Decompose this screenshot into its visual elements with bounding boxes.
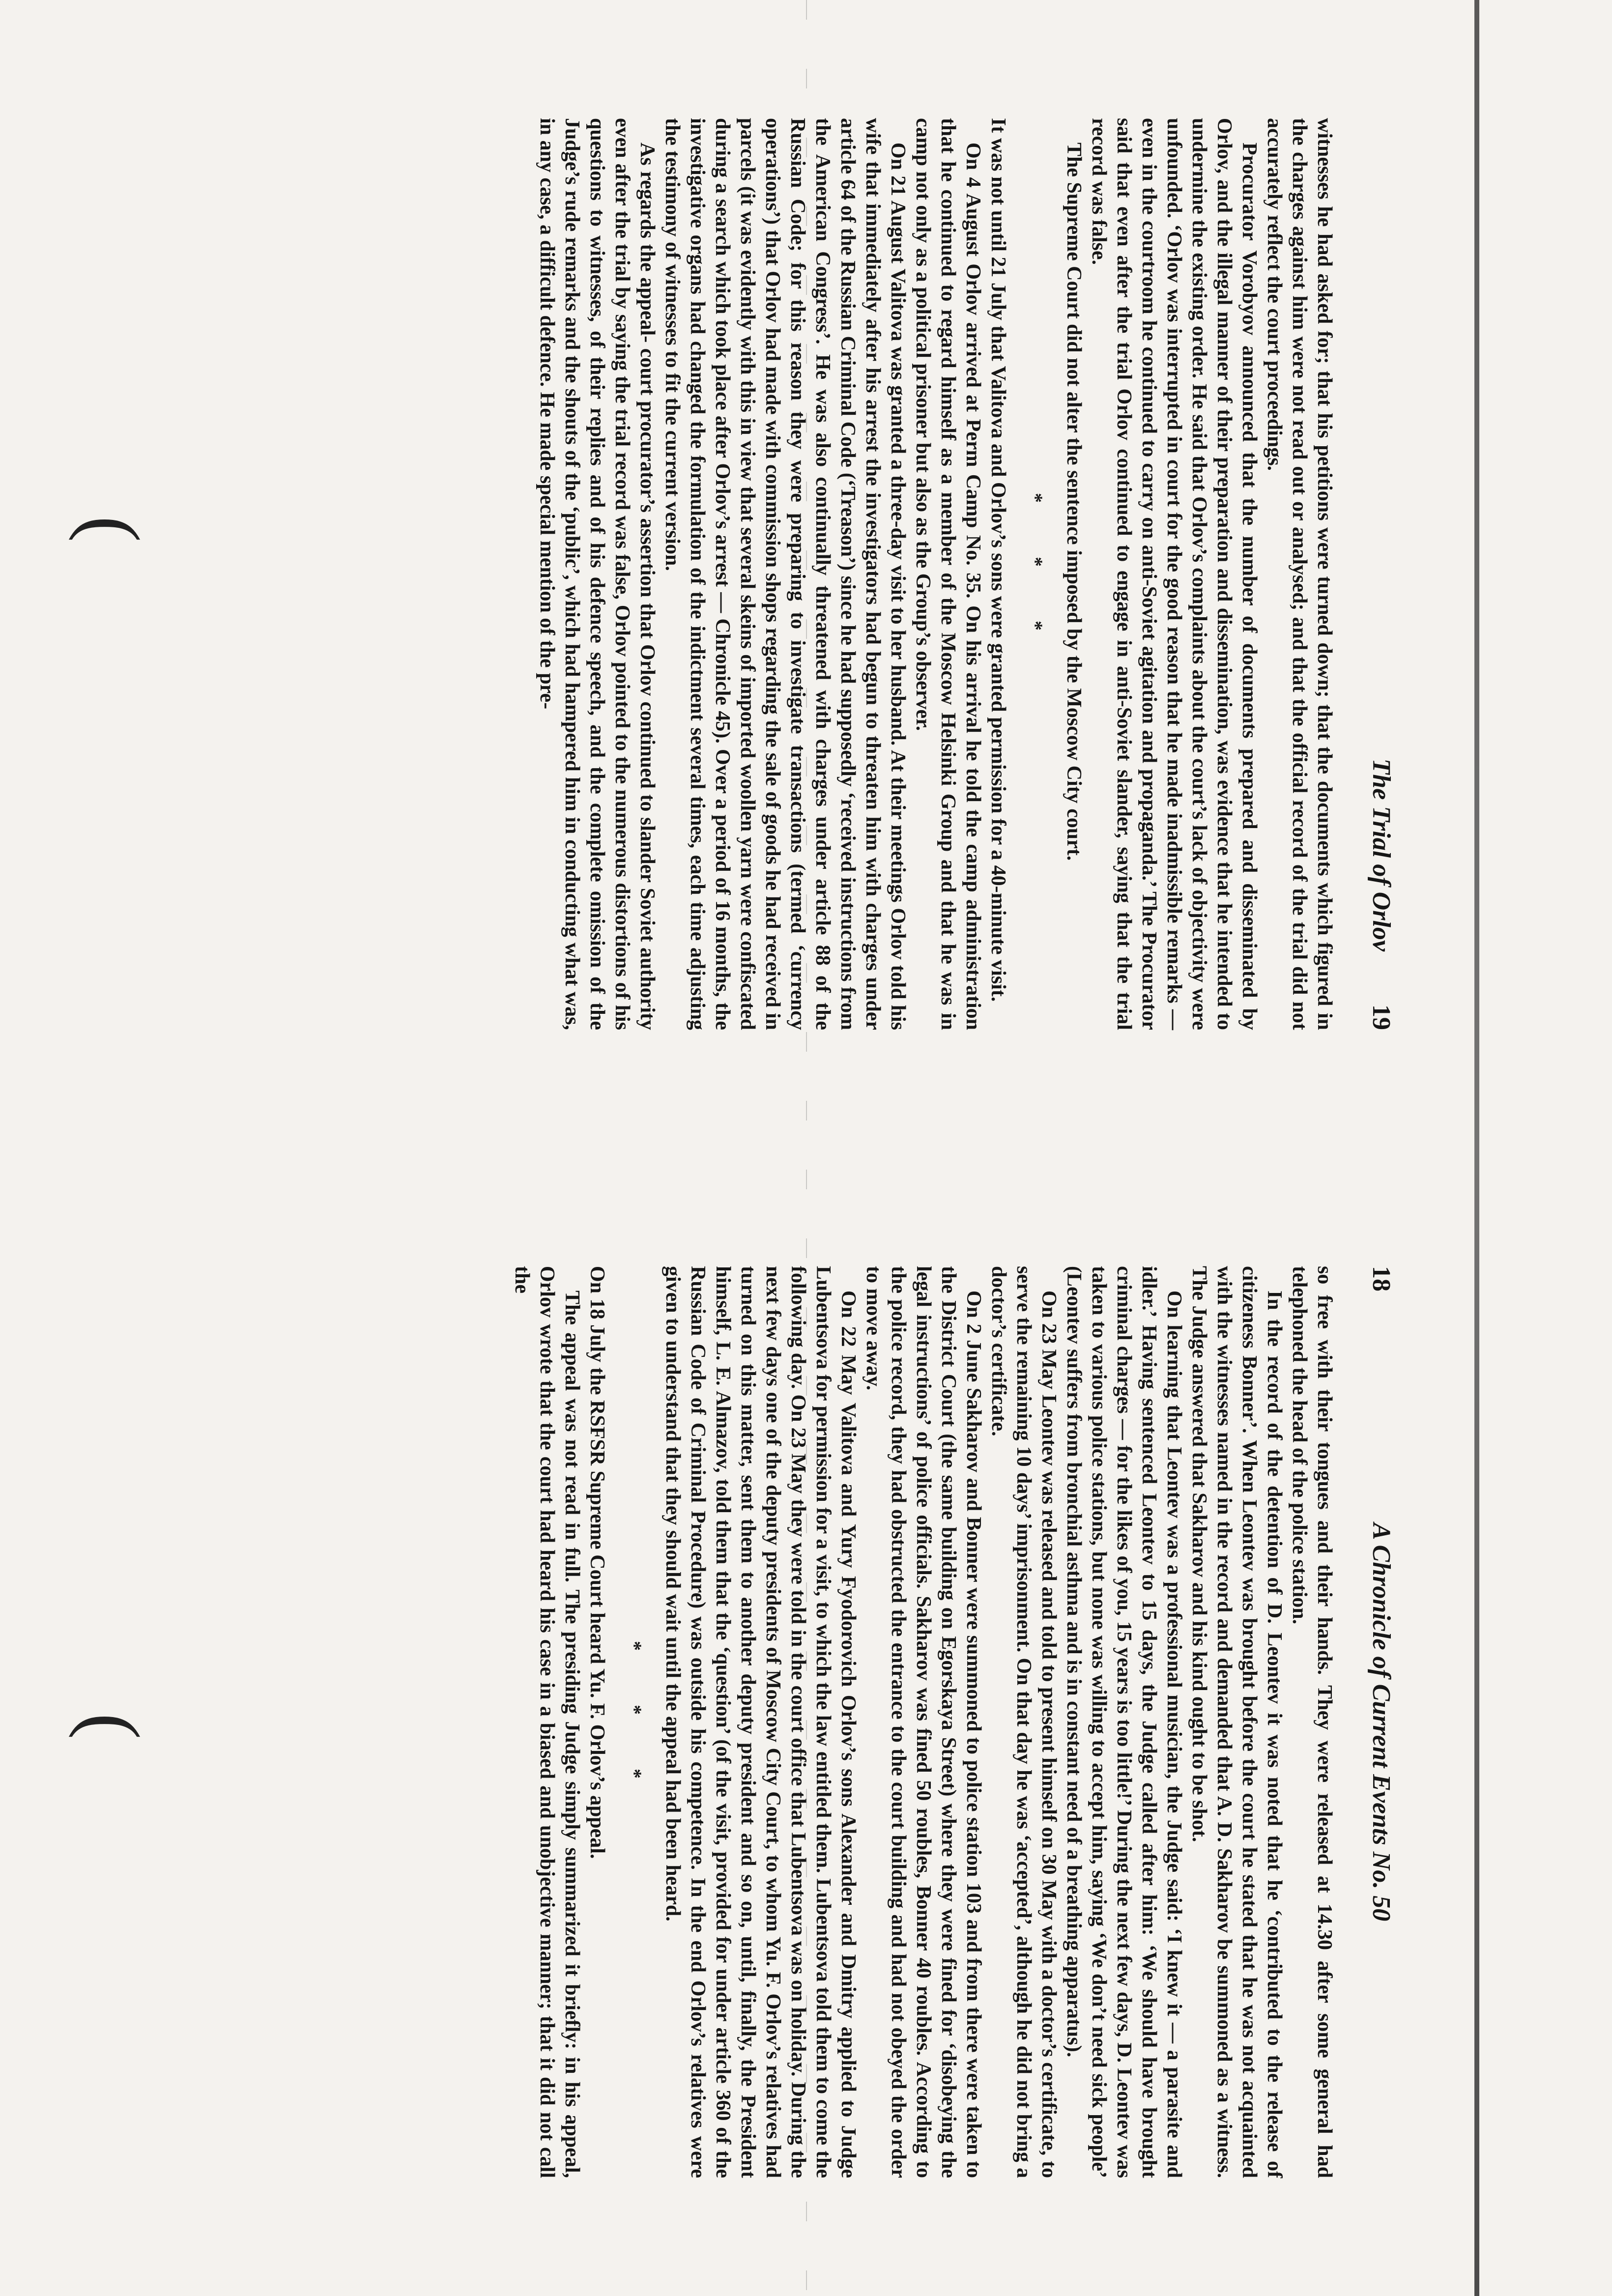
scan-artifact-bracket: ( bbox=[68, 1713, 156, 1740]
paragraph: As regards the appeal- court procurator’s assertion that Orlov continued to slander Soviet authority even after the trial by saying the trial record was false, Orlov pointed to the numerous distortions of his questions to witnesses, of their replies and of his defence speech, and the complete omission of the Judge’s rude remarks and the shouts of the ‘public’, which had hampered him in conducting what was, in any case, a difficult defence. He made special mention of the pre- bbox=[536, 118, 659, 1030]
paragraph: witnesses he had asked for; that his petitions were turned down; that the documents which figured in the charges against him were not read out or analysed; and that the official record of the trial did not accurately reflect the court proceedings. bbox=[1263, 118, 1336, 1030]
running-title: A Chronicle of Current Events No. 50 bbox=[1367, 1522, 1395, 1922]
page-18 bbox=[0, 1148, 1612, 2296]
paragraph: Procurator Vorobyov announced that the number of documents prepared and disseminated by Orlov, and the illegal manner of their preparation and dissemination, was evidence that he intended to undermine the existing order. He said that Orlov’s complaints about the court’s lack of objectivity were unfounded. ‘Orlov was interrupted in court for the good reason that he made inadmissible remarks — even in the courtroom he continued to carry on anti-Soviet agitation and propaganda.’ The Procurator said that even after the trial Orlov continued to engage in anti-Soviet slander, saying that the trial record was false. bbox=[1088, 118, 1261, 1030]
paragraph: The Supreme Court did not alter the sentence imposed by the Moscow City court. bbox=[1063, 143, 1085, 861]
section-separator: * * * bbox=[1025, 493, 1047, 655]
page-body bbox=[509, 1266, 1337, 2178]
paragraph: In the record of the detention of D. Leontev it was noted that he ‘contributed to the release of citizeness Bonner’. When Leontev was brought before the court he stated that he was not acquainted with the witnesses named in the record and demanded that A. D. Sakharov be summoned as a witness. The Judge answered that Sakharov and his kind ought to be shot. bbox=[1188, 1266, 1286, 2178]
paragraph: The appeal was not read in full. The presiding Judge simply summarized it briefly: in his appeal, Orlov wrote that the court had heard his case in a biased and unobjective manner; that it did not call the bbox=[511, 1266, 583, 2178]
section-separator: * * * bbox=[624, 1641, 646, 1803]
page-number: 19 bbox=[1367, 1004, 1395, 1030]
paragraph: It was not until 21 July that Valitova and Orlov’s sons were granted permission for a 40-minute visit. bbox=[987, 118, 1009, 1002]
scan-artifact-bracket: ( bbox=[68, 516, 156, 543]
paragraph: On learning that Leontev was a professional musician, the Judge said: ‘I knew it — a parasite and idler.’ Having sentenced Leontev to 15 days, the Judge called after him: ‘We should have brought criminal charges — for the likes of you, 15 years is too little!’ During the next few days, D. Leontev was taken to various police stations, but none was willing to accept him, saying ‘We don’t need sick people’ (Leontev suffers from bronchial asthma and is in constant need of a breathing apparatus). bbox=[1063, 1266, 1185, 2178]
paragraph: On 18 July the RSFSR Supreme Court heard Yu. F. Orlov’s appeal. bbox=[586, 1266, 608, 1859]
paragraph: so free with their tongues and their hands. They were released at 14.30 after some general had telephoned the head of the police station. bbox=[1288, 1266, 1336, 2178]
paragraph: On 21 August Valitova was granted a three-day visit to her husband. At their meetings Orlov told his wife that immediately after his arrest the investigators had begun to threaten him with charges under article 64 of the Russian Criminal Code (‘Treason’) since he had supposedly ‘received instructions from the American Congress’. He was also continually threatened with charges under article 88 of the Russian Code; for this reason they were preparing to investigate transactions (termed ‘currency operations’) that Orlov had made with commission shops regarding the sale of goods he had received in parcels (it was evidently with this in view that several skeins of imported woollen yarn were confiscated during a search which took place after Orlov’s arrest — Chronicle 45). Over a period of 16 months, the investigative organs had changed the formulation of the indictment several times, each time adjusting the testimony of witnesses to fit the current version. bbox=[661, 118, 909, 1030]
page-header bbox=[1361, 118, 1396, 1030]
paragraph: On 2 June Sakharov and Bonner were summoned to police station 103 and from there were taken to the District Court (the same building on Egorskaya Street) where they were fined for ‘disobeying the legal instructions’ of police officials. Sakharov was fined 50 roubles, Bonner 40 roubles. According to the police record, they had obstructed the entrance to the court building and had not obeyed the order to move away. bbox=[862, 1266, 985, 2178]
page-number: 18 bbox=[1367, 1266, 1395, 1292]
paragraph: On 22 May Valitova and Yury Fyodorovich Orlov’s sons Alexander and Dmitry applied to Judge Lubentsova for permission for a visit, to which the law entitled them. Lubentsova told them to come the following day. On 23 May they were told in the court office that Lubentsova was on holiday. During the next few days one of the deputy presidents of Moscow City Court, to whom Yu. F. Orlov’s relatives had turned on this matter, sent them to another deputy president and so on, until, finally, the President himself, L. E. Almazov, told them that the ‘question’ (of the visit, provided for under article 360 of the Russian Code of Criminal Procedure) was outside his competence. In the end Orlov’s relatives were given to understand that they should wait until the appeal had been heard. bbox=[662, 1266, 860, 2178]
page-header bbox=[1361, 1266, 1396, 2178]
paragraph: On 23 May Leontev was released and told to present himself on 30 May with a doctor’s certificate, to serve the remaining 10 days’ imprisonment. On that day he was ‘accepted’, although he did not bring a doctor’s certificate. bbox=[987, 1266, 1060, 2178]
paragraph: On 4 August Orlov arrived at Perm Camp No. 35. On his arrival he told the camp administration that he continued to regard himself as a member of the Moscow Helsinki Group and that he was in camp not only as a political prisoner but also as the Group’s observer. bbox=[912, 118, 984, 1030]
running-title: The Trial of Orlov bbox=[1367, 758, 1395, 951]
page-body bbox=[534, 118, 1337, 1030]
